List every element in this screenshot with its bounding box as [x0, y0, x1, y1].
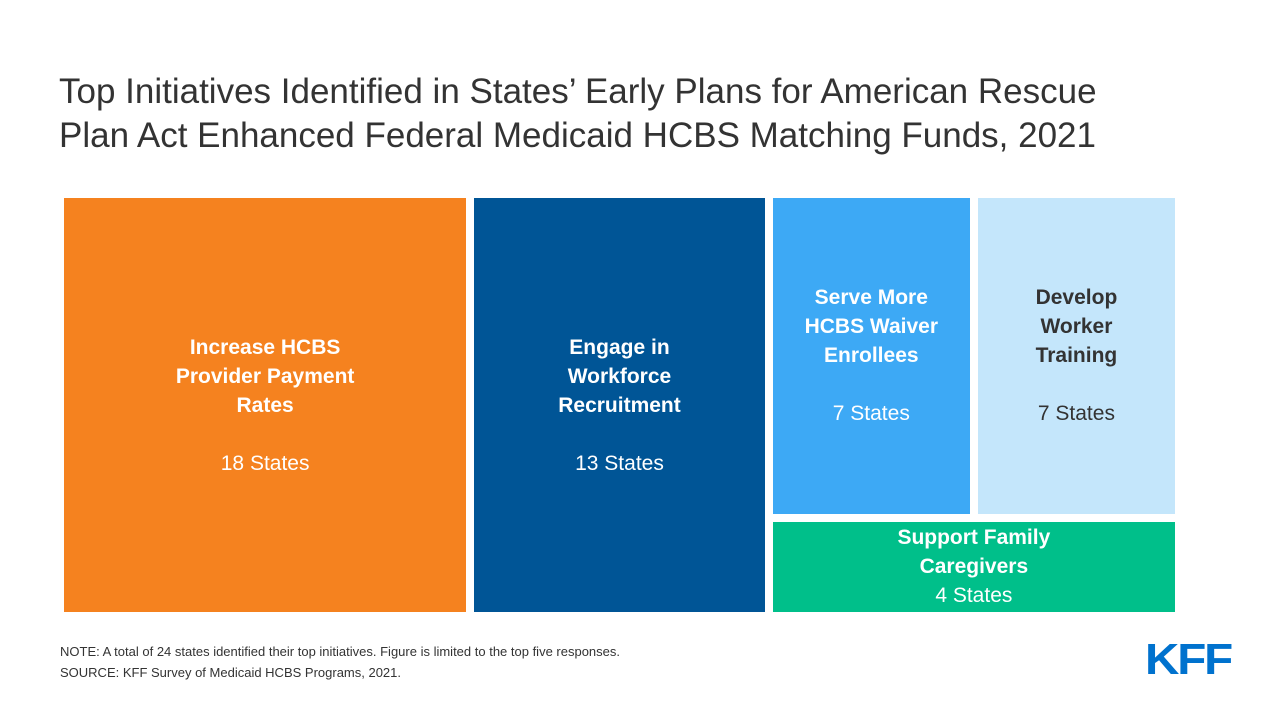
note-text: NOTE: A total of 24 states identified their top initiatives. Figure is limited to the top five responses.: [60, 644, 621, 659]
tile-value-label: 13 States: [575, 451, 664, 475]
tile-label: Engage in Workforce Recruitment: [558, 335, 681, 417]
treemap-tile-develop-worker-training: [978, 198, 1175, 514]
chart-title-line-1: Top Initiatives Identified in States’ Early Plans for American Rescue: [59, 72, 1097, 111]
tile-label: Serve More HCBS Waiver Enrollees: [804, 286, 939, 368]
chart-notes: [60, 641, 620, 683]
kff-logo-text: KFF: [1145, 638, 1233, 678]
tile-label: Develop Worker Training: [1035, 286, 1118, 368]
treemap-tile-engage-in-workforce-recruitment: [474, 198, 765, 612]
tile-value-label: 18 States: [220, 451, 310, 475]
tile-label: Increase HCBS Provider Payment Rates: [175, 335, 355, 417]
tile-value-label: 7 States: [1037, 402, 1115, 426]
chart-title-line-2: Plan Act Enhanced Federal Medicaid HCBS Matching Funds, 2021: [59, 116, 1096, 155]
kff-logo: [1145, 638, 1233, 678]
tile-value-label: 7 States: [832, 402, 910, 426]
treemap-tile-support-family-caregivers: [773, 522, 1175, 612]
tile-value-label: 4 States: [935, 584, 1013, 608]
treemap-tile-serve-more-hcbs-waiver-enrollees: [773, 198, 970, 514]
tile-label: Support Family Caregivers: [897, 526, 1051, 579]
source-text: SOURCE: KFF Survey of Medicaid HCBS Programs, 2021.: [60, 665, 402, 680]
treemap-tile-increase-hcbs-provider-payment-rates: [64, 198, 466, 612]
